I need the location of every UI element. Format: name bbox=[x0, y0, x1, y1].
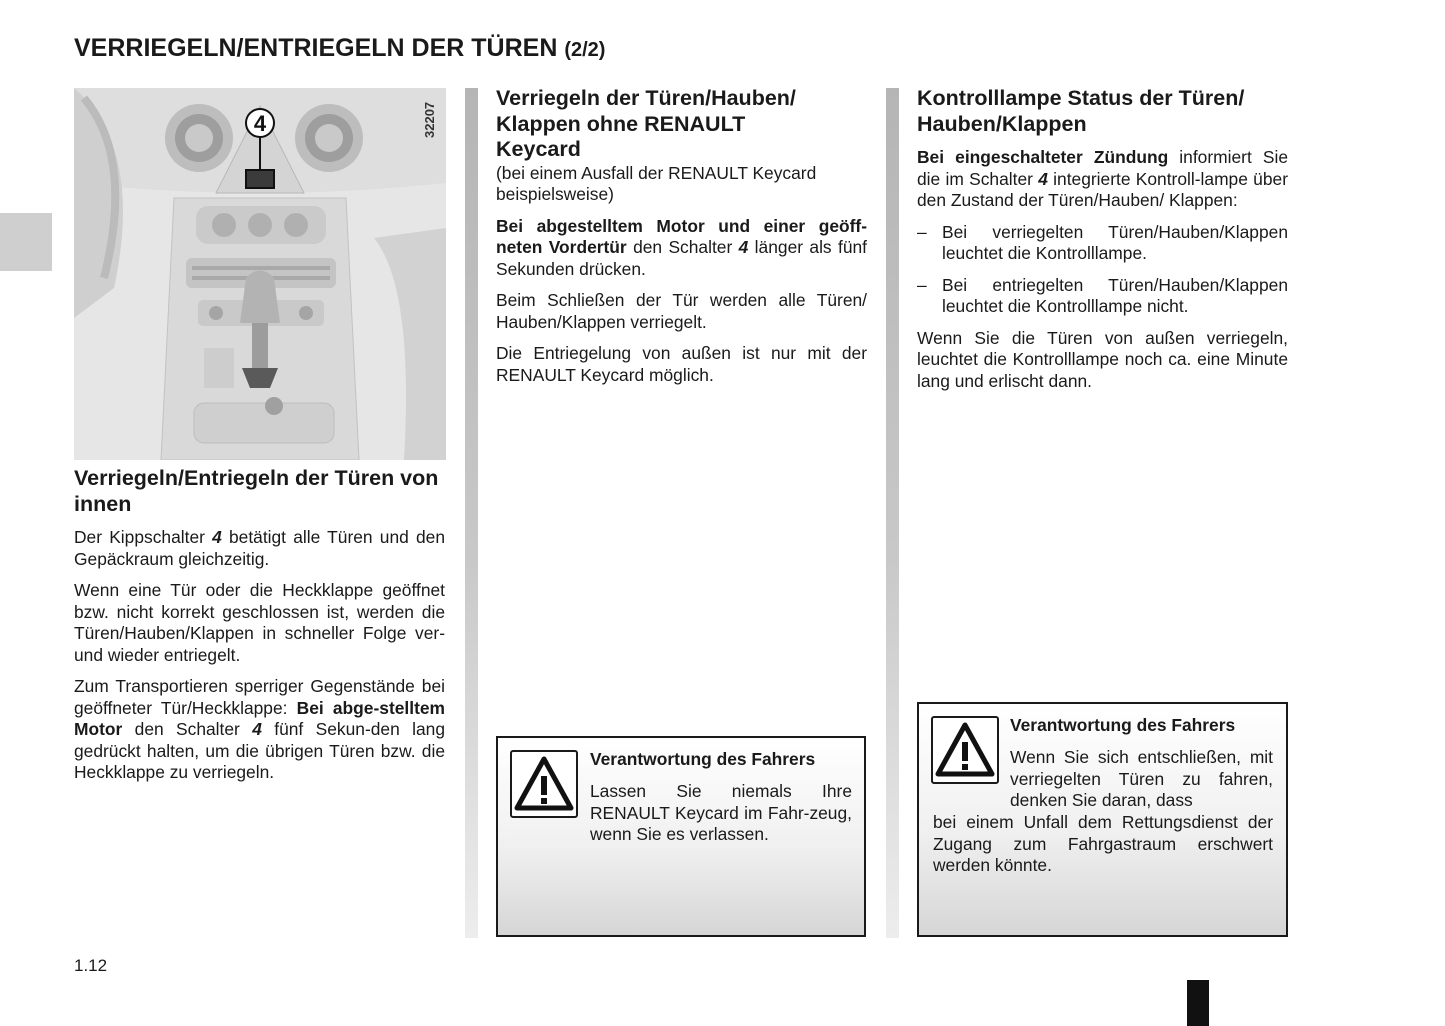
section-tab-marker bbox=[0, 213, 52, 271]
col2-paragraph-2: Beim Schließen der Tür werden alle Türen/ Hauben/Klappen verriegelt. bbox=[496, 290, 867, 332]
warning-box bbox=[917, 702, 1288, 937]
column-2 bbox=[496, 86, 867, 396]
warning-text-bottom: bei einem Unfall dem Rettungsdienst der Zugang zum Fahrgastraum erschwert werden könnte. bbox=[933, 812, 1273, 875]
page-title-suffix: (2/2) bbox=[564, 39, 606, 61]
thumb-index-mark bbox=[1187, 980, 1209, 1026]
list-item: – Bei verriegelten Türen/Hauben/Klappen leuchtet die Kontrolllampe. bbox=[917, 222, 1288, 265]
column-divider bbox=[886, 88, 899, 938]
page-number: 1.12 bbox=[74, 956, 108, 975]
dashboard-photo bbox=[74, 88, 446, 460]
warning-triangle-icon bbox=[931, 716, 999, 784]
page-title: VERRIEGELN/ENTRIEGELN DER TÜREN (2/2) bbox=[74, 34, 606, 62]
column-1 bbox=[74, 466, 445, 794]
col1-paragraph-1: Der Kippschalter 4 betätigt alle Türen und den Gepäckraum gleichzeitig. bbox=[74, 527, 445, 569]
col2-paragraph-1: Bei abgestelltem Motor und einer geöff-neten Vordertür den Schalter 4 länger als fünf Sekunden drücken. bbox=[496, 215, 868, 279]
switch-number: 4 bbox=[1038, 168, 1048, 189]
col1-heading: Verriegeln/Entriegeln der Türen von innen bbox=[74, 466, 439, 516]
col1-paragraph-3: Zum Transportieren sperriger Gegenstände bei geöffneter Tür/Heckklappe: Bei abge-stelltem Motor den Schalter 4 fünf Sekun-den lang gedrückt halten, um die übrigen Türen bzw. die Heckklappe zu verriegeln. bbox=[74, 676, 445, 782]
col3-paragraph-1: Bei eingeschalteter Zündung informiert Sie die im Schalter 4 integrierte Kontroll-lampe über den Zustand der Türen/Hauben/ Klappen: bbox=[917, 147, 1288, 210]
dashboard-illustration bbox=[74, 88, 446, 460]
warning-text-top: Wenn Sie sich entschließen, mit verriegelten Türen zu fahren, denken Sie daran, dass bbox=[1010, 747, 1273, 810]
warning-text: Lassen Sie niemals Ihre RENAULT Keycard im Fahr-zeug, wenn Sie es verlassen. bbox=[590, 781, 852, 844]
col3-heading: Kontrolllampe Status der Türen/ Hauben/Klappen bbox=[917, 86, 1245, 136]
list-item: – Bei entriegelten Türen/Hauben/Klappen leuchtet die Kontrolllampe nicht. bbox=[917, 275, 1288, 318]
warning-box bbox=[496, 736, 866, 937]
warning-title: Verantwortung des Fahrers bbox=[1010, 715, 1236, 735]
switch-number: 4 bbox=[212, 527, 222, 547]
column-divider bbox=[465, 88, 478, 938]
warning-triangle-icon bbox=[510, 750, 578, 818]
column-3 bbox=[917, 86, 1288, 402]
switch-number: 4 bbox=[252, 719, 262, 739]
col2-subheading: (bei einem Ausfall der RENAULT Keycard beispielsweise) bbox=[496, 162, 817, 204]
status-list bbox=[917, 222, 1288, 318]
callout-number: 4 bbox=[253, 111, 267, 136]
col2-heading: Verriegeln der Türen/Hauben/ Klappen ohne RENAULT Keycard bbox=[496, 86, 796, 161]
col1-paragraph-2: Wenn eine Tür oder die Heckklappe geöffnet bzw. nicht korrekt geschlossen ist, werden die Türen/Hauben/Klappen in schneller Folge ver- und wieder entriegelt. bbox=[74, 580, 445, 665]
warning-title: Verantwortung des Fahrers bbox=[590, 749, 816, 769]
switch-number: 4 bbox=[738, 237, 749, 257]
col2-paragraph-3: Die Entriegelung von außen ist nur mit der RENAULT Keycard möglich. bbox=[496, 343, 867, 385]
col3-paragraph-2: Wenn Sie die Türen von außen verriegeln, leuchtet die Kontrolllampe noch ca. eine Minute lang und erlischt dann. bbox=[917, 327, 1288, 391]
figure-reference-number: 32207 bbox=[422, 101, 437, 138]
